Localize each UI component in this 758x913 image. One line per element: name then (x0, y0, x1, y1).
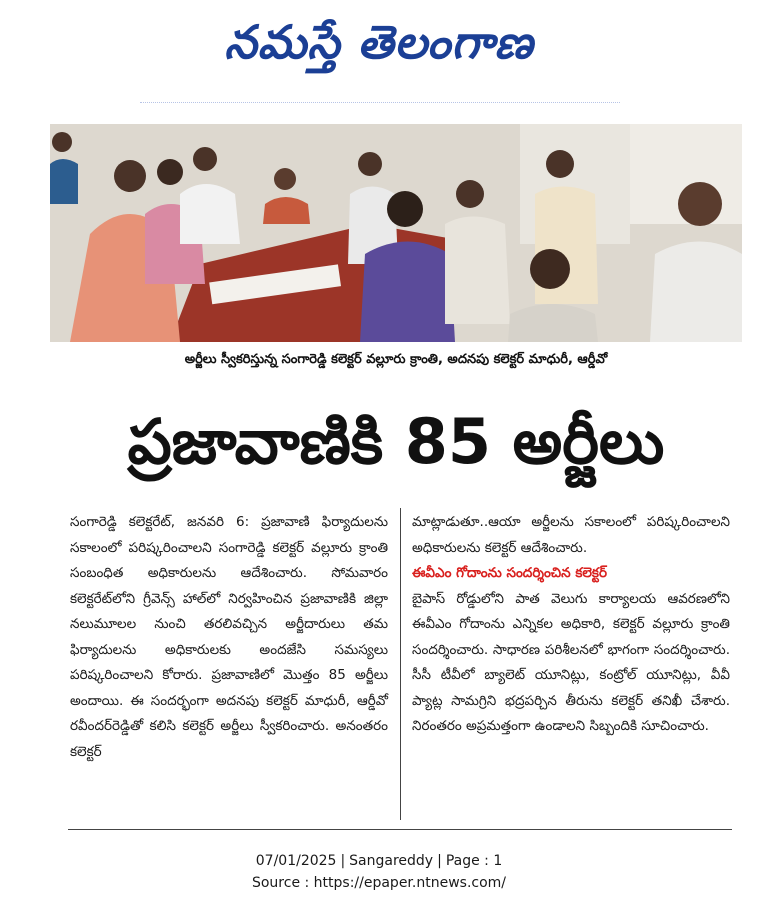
article-column-right (412, 510, 730, 740)
headline: ప్రజావాణికి 85 అర్జీలు (127, 405, 665, 478)
footer-meta: 07/01/2025 | Sangareddy | Page : 1 (255, 853, 503, 869)
footer-source: Source : https://epaper.ntnews.com/ (251, 875, 507, 891)
masthead (0, 0, 758, 95)
footer-page: Page : 1 (445, 853, 503, 869)
column-divider (400, 508, 401, 820)
article-subhead: ఈవీఎం గోదాంను సందర్శించిన కలెక్టర్ (412, 565, 607, 581)
news-photo (50, 124, 742, 342)
article-column-left (70, 510, 388, 765)
masthead-divider (140, 102, 620, 107)
photo-caption: అర్జీలు స్వీకరిస్తున్న సంగారెడ్డి కలెక్టర్ వల్లూరు క్రాంతి, అదనపు కలెక్టర్ మాధురీ, ఆర్డీవో (184, 352, 608, 367)
footer-place: Sangareddy (349, 853, 434, 869)
masthead-logo: నమస్తే తెలంగాణ (224, 14, 534, 69)
article-body-left: సంగారెడ్డి కలెక్టరేట్, జనవరి 6: ప్రజావాణి ఫిర్యాదులను సకాలంలో పరిష్కరించాలని సంగారెడ్డి కలెక్టర్ వల్లూరు క్రాంతి సంబంధిత అధికారులను ఆదేశించారు. సోమవారం కలెక్టరేట్‌లోని గ్రీవెన్స్ హాల్‌లో నిర్వహించిన ప్రజావాణికి జిల్లా నలుమూలల నుంచి తరలివచ్చిన అర్జీదారులు తమ ఫిర్యాదులను అధికారులకు అందజేసి సమస్యలు పరిష్కరించాలని కోరారు. ప్రజావాణిలో మొత్తం 85 అర్జీలు అందాయి. ఈ సందర్భంగా అదనపు కలెక్టర్ మాధురీ, ఆర్డీవో రవీందర్‌రెడ్డితో కలిసి కలెక్టర్ అర్జీలు స్వీకరించారు. అనంతరం కలెక్టర్ (70, 514, 388, 760)
article-body-right-bottom: బైపాస్ రోడ్డులోని పాత వెలుగు కార్యాలయ ఆవరణలోని ఈవీఎం గోదాంను ఎన్నికల అధికారి, కలెక్టర్ వల్లూరు క్రాంతి సందర్శించారు. సాధారణ పరిశీలనలో భాగంగా సందర్శించారు. సీసీ టీవీలో బ్యాలెట్ యూనిట్లు, కంట్రోల్ యూనిట్లు, వీవీ ప్యాట్ల సామగ్రిని భద్రపర్చిన తీరును కలెక్టర్ తనిఖీ చేశారు. నిరంతరం అప్రమత్తంగా ఉండాలని సిబ్బందికి సూచించారు. (412, 590, 730, 734)
footer-divider (68, 829, 732, 830)
article-body-right-top: మాట్లాడుతూ..ఆయా అర్జీలను సకాలంలో పరిష్కరించాలని అధికారులను కలెక్టర్ ఆదేశించారు. (412, 514, 730, 556)
footer (0, 850, 758, 894)
footer-date: 07/01/2025 (255, 853, 337, 869)
